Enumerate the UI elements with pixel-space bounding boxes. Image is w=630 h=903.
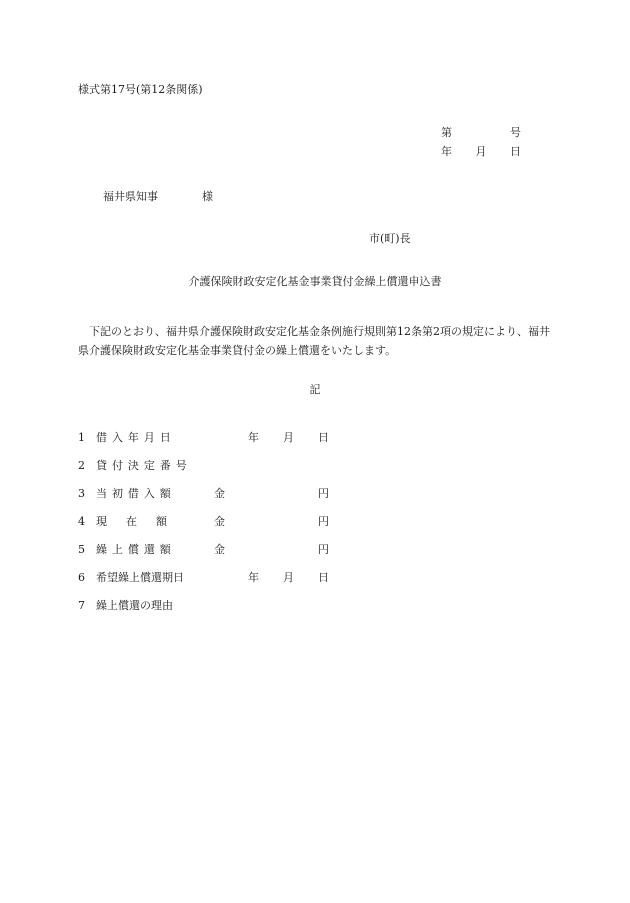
item-label-part: 在 [126,515,137,528]
date-day: 日 [510,145,521,158]
item-label: 貸付決定番号 [96,459,192,472]
item-month: 月 [283,431,294,444]
addressee-name: 福井県知事 [103,190,158,203]
item-label: 繰上償還の理由 [96,599,173,612]
doc-number-prefix: 第 [441,126,452,139]
item-number: 4 [78,515,85,528]
item-label: 当初借入額 [96,487,176,500]
item-month: 月 [283,571,294,584]
item-number: 5 [78,543,85,556]
item-kin: 金 [214,515,225,528]
item-kin: 金 [214,487,225,500]
item-label: 借入年月日 [96,431,176,444]
item-day: 日 [318,431,329,444]
date-month: 月 [475,145,487,158]
item-year: 年 [248,431,259,444]
document-number [441,127,521,138]
item-day: 日 [318,571,329,584]
item-yen: 円 [318,515,329,528]
date-year: 年 [441,145,452,158]
addressee-honorific: 様 [202,190,213,203]
doc-number-suffix: 号 [510,126,521,139]
item-kin: 金 [214,543,225,556]
item-number: 7 [78,599,85,612]
item-yen: 円 [318,543,329,556]
ki-heading: 記 [309,383,321,396]
item-label: 希望繰上償還期日 [96,571,184,584]
document-title: 介護保険財政安定化基金事業貸付金繰上償還申込書 [188,275,442,288]
item-label-part: 現 [96,515,107,528]
addressee [103,191,213,202]
item-label [96,516,167,527]
item-yen: 円 [318,487,329,500]
item-number: 6 [78,571,85,584]
item-number: 3 [78,487,85,500]
item-number: 1 [78,431,85,444]
item-number: 2 [78,459,85,472]
document-date [441,146,521,157]
body-paragraph [78,322,558,360]
sender-title: 市(町)長 [369,232,411,245]
item-year: 年 [248,571,259,584]
item-label: 繰上償還額 [96,543,176,556]
item-label-part: 額 [156,515,167,528]
body-text: 下記のとおり、福井県介護保険財政安定化基金条例施行規則第12条第2項の規定により、福井県介護保険財政安定化基金事業貸付金の繰上償還をいたします。 [78,325,550,357]
form-number: 様式第17号(第12条関係) [78,83,203,96]
